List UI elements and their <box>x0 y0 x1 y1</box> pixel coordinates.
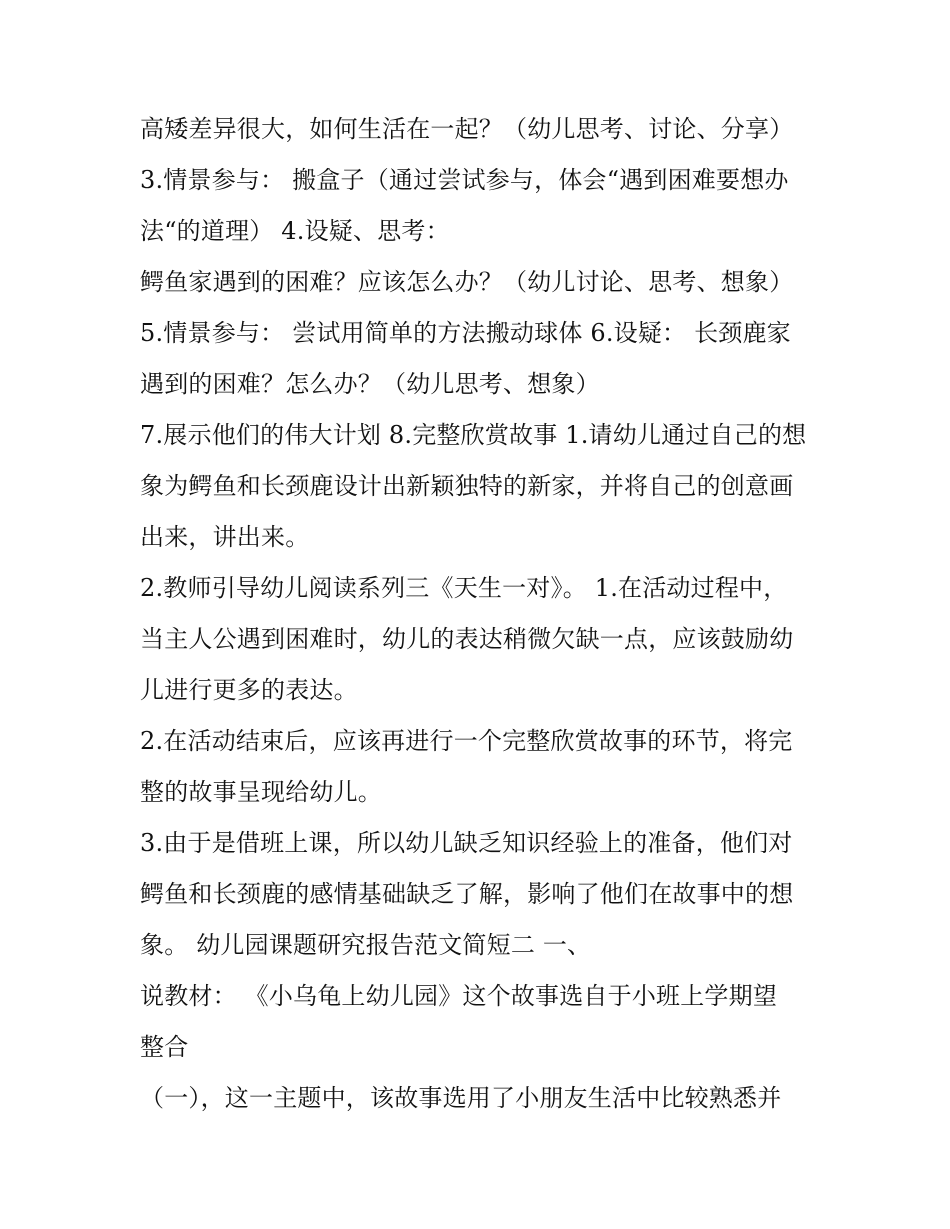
text-line: 说教材： 《小乌龟上幼儿园》这个故事选自于小班上学期望 <box>140 982 778 1010</box>
text-line: 2.在活动结束后，应该再进行一个完整欣赏故事的环节，将完 <box>140 727 793 755</box>
text-line: 象为鳄鱼和长颈鹿设计出新颖独特的新家，并将自己的创意画 <box>140 472 794 500</box>
text-line: 出来，讲出来。 <box>140 523 310 551</box>
text-line: 整合 <box>140 1033 189 1061</box>
text-line: 5.情景参与： 尝试用简单的方法搬动球体 6.设疑： 长颈鹿家 <box>140 319 791 347</box>
text-line: 儿进行更多的表达。 <box>140 676 358 704</box>
text-line: 鳄鱼和长颈鹿的感情基础缺乏了解，影响了他们在故事中的想 <box>140 880 794 908</box>
text-line: 3.由于是借班上课，所以幼儿缺乏知识经验上的准备，他们对 <box>140 829 793 857</box>
text-line: 鳄鱼家遇到的困难？应该怎么办？（幼儿讨论、思考、想象） <box>140 268 794 296</box>
text-line: （一），这一主题中，该故事选用了小朋友生活中比较熟悉并 <box>140 1084 782 1112</box>
text-line: 2.教师引导幼儿阅读系列三《天生一对》。 1.在活动过程中， <box>140 574 788 602</box>
body-text <box>140 104 830 1124</box>
text-line: 3.情景参与： 搬盒子（通过尝试参与，体会“遇到困难要想办 <box>140 166 789 194</box>
text-line: 7.展示他们的伟大计划 8.完整欣赏故事 1.请幼儿通过自己的想 <box>140 421 807 449</box>
text-line: 象。 幼儿园课题研究报告范文简短二 一、 <box>140 931 592 959</box>
text-line: 高矮差异很大，如何生活在一起？（幼儿思考、讨论、分享） <box>140 115 794 143</box>
text-line: 当主人公遇到困难时，幼儿的表达稍微欠缺一点，应该鼓励幼 <box>140 625 794 653</box>
text-line: 整的故事呈现给幼儿。 <box>140 778 382 806</box>
text-line: 遇到的困难？怎么办？（幼儿思考、想象） <box>140 370 600 398</box>
text-line: 法“的道理） 4.设疑、思考： <box>140 217 450 245</box>
